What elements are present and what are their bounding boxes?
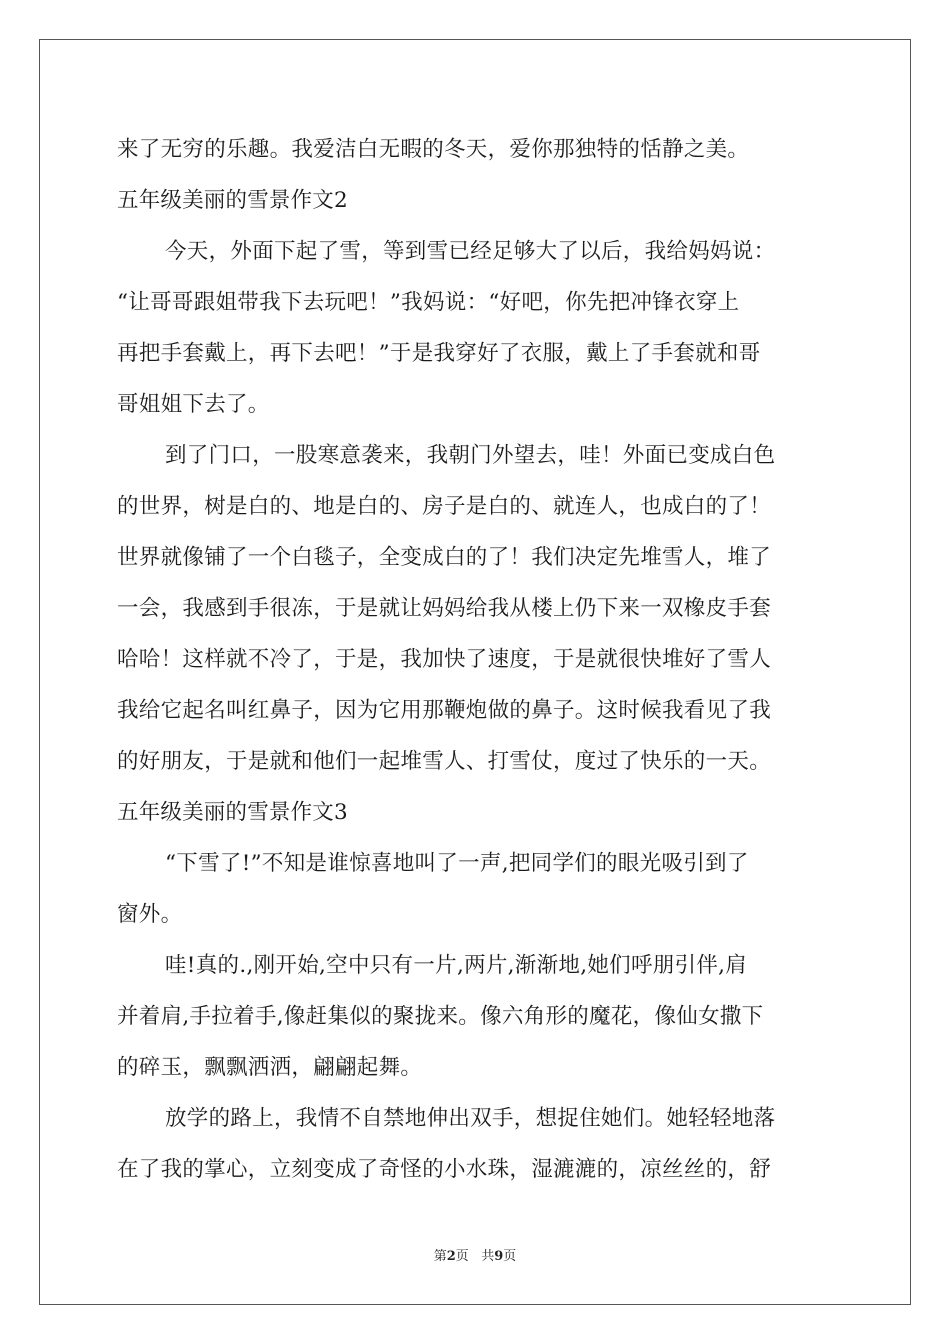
- footer-prefix: 第: [433, 1249, 447, 1264]
- text-line: 世界就像铺了一个白毯子，全变成白的了！我们决定先堆雪人，堆了: [117, 545, 772, 570]
- section-heading: 五年级美丽的雪景作文2: [117, 188, 348, 213]
- footer-total-suffix: 页: [503, 1249, 517, 1264]
- text-line: 放学的路上，我情不自禁地伸出双手，想捉住她们。她轻轻地落: [165, 1106, 776, 1131]
- text-line: 哈哈！这样就不冷了，于是，我加快了速度，于是就很快堆好了雪人: [117, 647, 772, 672]
- text-line: 并着肩,手拉着手,像赶集似的聚拢来。像六角形的魔花，像仙女撒下: [117, 1004, 764, 1029]
- text-line: 在了我的掌心，立刻变成了奇怪的小水珠，湿漉漉的，凉丝丝的，舒: [117, 1157, 772, 1182]
- section-heading: 五年级美丽的雪景作文3: [117, 800, 348, 825]
- text-line: 的好朋友，于是就和他们一起堆雪人、打雪仗，度过了快乐的一天。: [117, 749, 772, 774]
- text-line: 哇!真的.,刚开始,空中只有一片,两片,渐渐地,她们呼朋引伴,肩: [165, 953, 748, 978]
- text-line: 再把手套戴上，再下去吧！”于是我穿好了衣服，戴上了手套就和哥: [117, 341, 761, 366]
- text-line: 的碎玉，飘飘洒洒，翩翩起舞。: [117, 1055, 423, 1080]
- text-line: 到了门口，一股寒意袭来，我朝门外望去，哇！外面已变成白色: [165, 443, 776, 468]
- text-line: 窗外。: [117, 902, 183, 927]
- text-line: “让哥哥跟姐带我下去玩吧！”我妈说：“好吧，你先把冲锋衣穿上: [117, 290, 740, 315]
- footer-current-page: 2: [446, 1249, 456, 1264]
- text-line: 的世界，树是白的、地是白的、房子是白的、就连人，也成白的了！: [117, 494, 772, 519]
- text-line: 一会，我感到手很冻，于是就让妈妈给我从楼上仍下来一双橡皮手套: [117, 596, 772, 621]
- text-line: 来了无穷的乐趣。我爱洁白无暇的冬天，爱你那独特的恬静之美。: [117, 137, 750, 162]
- text-line: 我给它起名叫红鼻子，因为它用那鞭炮做的鼻子。这时候我看见了我: [117, 698, 772, 723]
- page-footer: [0, 1245, 950, 1264]
- footer-page-suffix: 页: [455, 1249, 469, 1264]
- text-line: 今天，外面下起了雪，等到雪已经足够大了以后，我给妈妈说：: [165, 239, 776, 264]
- footer-total-prefix: 共: [481, 1249, 495, 1264]
- text-line: “下雪了!”不知是谁惊喜地叫了一声,把同学们的眼光吸引到了: [165, 851, 749, 876]
- text-line: 哥姐姐下去了。: [117, 392, 270, 417]
- footer-total-pages: 9: [494, 1249, 504, 1264]
- document-body: [117, 124, 833, 1195]
